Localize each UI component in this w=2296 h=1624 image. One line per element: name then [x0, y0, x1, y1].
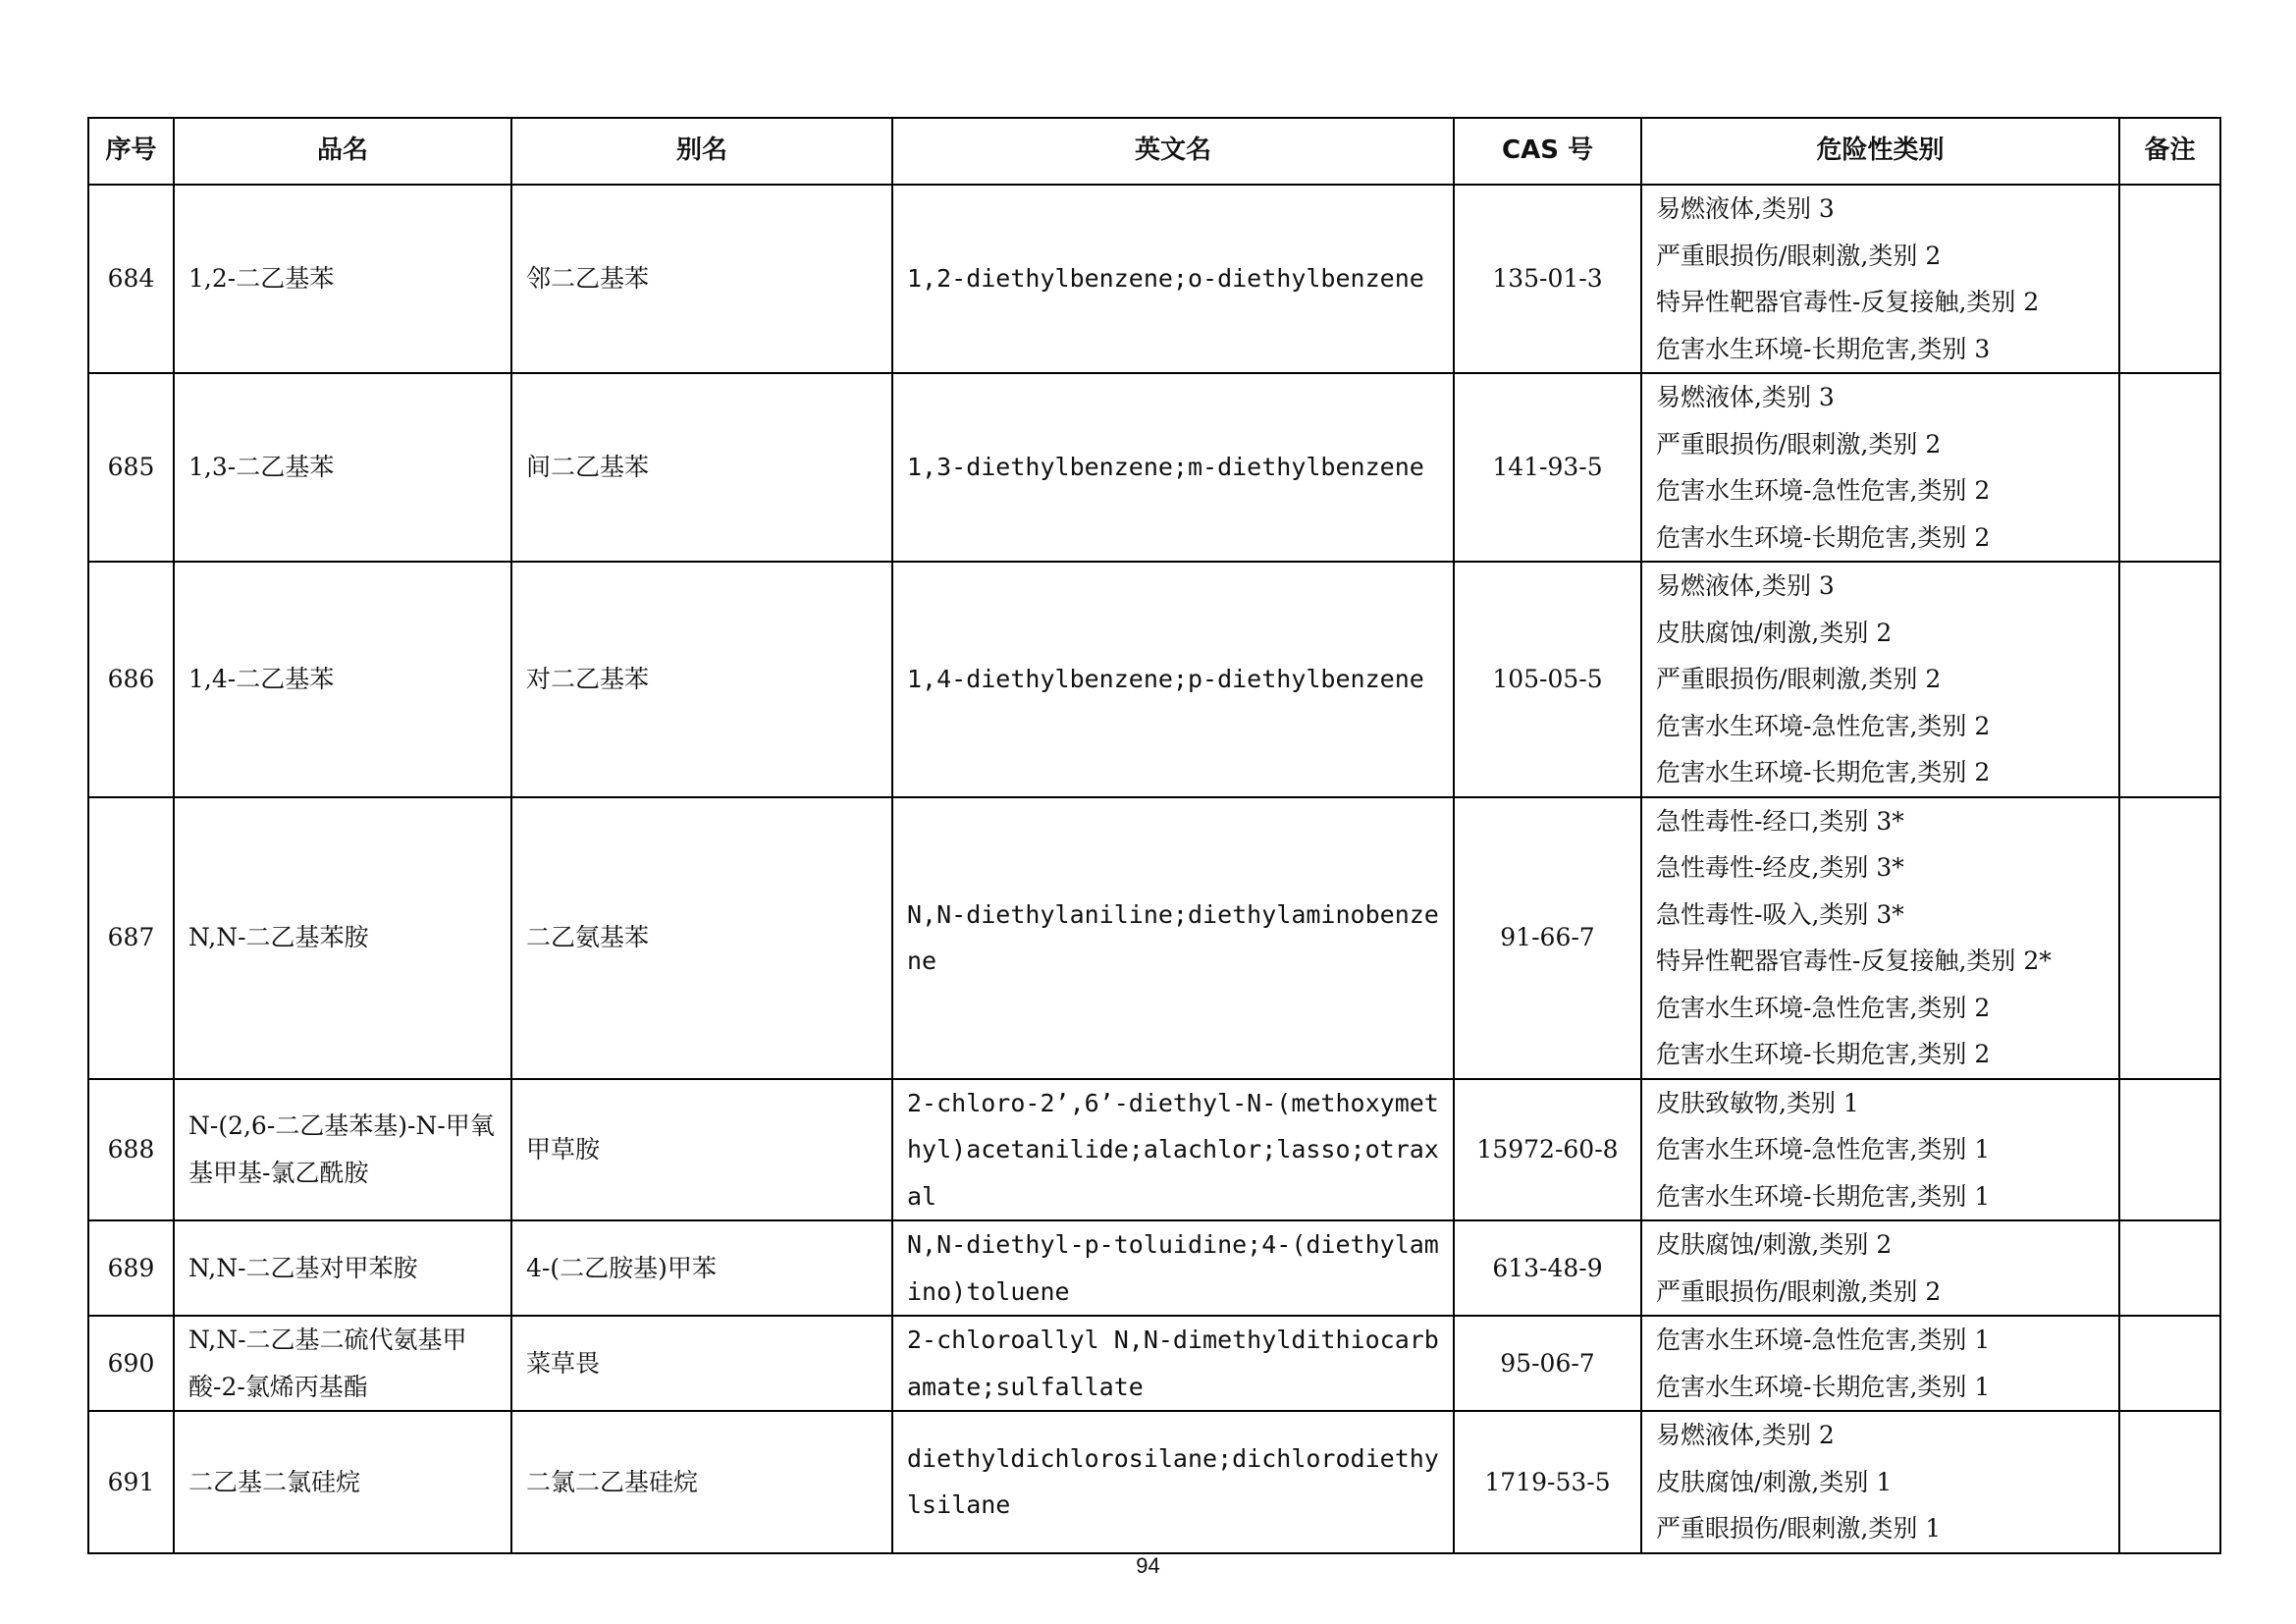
hazard-class-entry: 危害水生环境-急性危害,类别 2: [1656, 711, 1991, 740]
cell-product-name: N-(2,6-二乙基苯基)-N-甲氧基甲基-氯乙酰胺: [174, 1079, 511, 1221]
hazard-class-entry: 严重眼损伤/眼刺激,类别 2: [1656, 241, 1942, 270]
table-row: [88, 373, 2220, 562]
cell-product-name: N,N-二乙基对甲苯胺: [174, 1220, 511, 1316]
hazard-class-entry: 严重眼损伤/眼刺激,类别 2: [1656, 665, 1942, 693]
hazard-class-entry: 危害水生环境-急性危害,类别 1: [1656, 1135, 1991, 1164]
cell-alias: 邻二乙基苯: [511, 185, 892, 373]
cell-product-name: 二乙基二氯硅烷: [174, 1411, 511, 1553]
hazard-class-entry: 严重眼损伤/眼刺激,类别 2: [1656, 429, 1942, 459]
cell-product-name: N,N-二乙基苯胺: [174, 797, 511, 1079]
header-product-name: 品名: [174, 118, 511, 185]
cell-hazard-classes: [1641, 1411, 2119, 1553]
cell-hazard-classes: [1641, 373, 2119, 562]
cell-serial-no: 687: [88, 797, 174, 1079]
cell-remark: [2119, 373, 2220, 562]
cell-alias: 二氯二乙基硅烷: [511, 1411, 892, 1553]
cell-serial-no: 684: [88, 185, 174, 373]
page-content: [87, 117, 2219, 1554]
table-row: [88, 1079, 2220, 1221]
cell-english-name: 1,3-diethylbenzene;m-diethylbenzene: [892, 373, 1454, 562]
page-number: 94: [1136, 1553, 1160, 1578]
cell-cas-number: 95-06-7: [1454, 1316, 1641, 1411]
cell-serial-no: 690: [88, 1316, 174, 1411]
hazard-class-entry: 急性毒性-经皮,类别 3*: [1656, 853, 1904, 882]
hazard-class-entry: 易燃液体,类别 3: [1656, 383, 1835, 411]
cell-remark: [2119, 1220, 2220, 1316]
hazard-class-entry: 易燃液体,类别 3: [1656, 194, 1835, 223]
cell-english-name: 1,4-diethylbenzene;p-diethylbenzene: [892, 562, 1454, 797]
cell-cas-number: 1719-53-5: [1454, 1411, 1641, 1553]
cell-english-name: 1,2-diethylbenzene;o-diethylbenzene: [892, 185, 1454, 373]
hazard-class-entry: 严重眼损伤/眼刺激,类别 2: [1656, 1276, 1942, 1306]
cell-cas-number: 613-48-9: [1454, 1220, 1641, 1316]
hazard-class-entry: 危害水生环境-急性危害,类别 2: [1656, 993, 1991, 1022]
cell-hazard-classes: [1641, 1316, 2119, 1411]
hazardous-chemicals-table: [87, 117, 2221, 1554]
cell-cas-number: 91-66-7: [1454, 797, 1641, 1079]
hazard-class-entry: 皮肤致敏物,类别 1: [1656, 1088, 1859, 1117]
cell-hazard-classes: [1641, 1079, 2119, 1221]
cell-hazard-classes: [1641, 185, 2119, 373]
hazard-class-entry: 皮肤腐蚀/刺激,类别 2: [1656, 618, 1893, 647]
cell-remark: [2119, 1316, 2220, 1411]
hazard-class-entry: 危害水生环境-长期危害,类别 3: [1656, 334, 1991, 363]
table-row: [88, 562, 2220, 797]
table-body: [88, 185, 2220, 1553]
table-row: [88, 1220, 2220, 1316]
hazard-class-entry: 危害水生环境-长期危害,类别 2: [1656, 758, 1991, 786]
header-cas-number: CAS 号: [1454, 118, 1641, 185]
hazard-class-entry: 危害水生环境-长期危害,类别 2: [1656, 1040, 1991, 1068]
table-row: [88, 1316, 2220, 1411]
table-header-row: [88, 118, 2220, 185]
cell-english-name: 2-chloroallyl N,N-dimethyldithiocarbamate;sulfallate: [892, 1316, 1454, 1411]
hazard-class-entry: 急性毒性-经口,类别 3*: [1656, 806, 1904, 836]
cell-english-name: N,N-diethylaniline;diethylaminobenzene: [892, 797, 1454, 1079]
cell-english-name: 2-chloro-2’,6’-diethyl-N-(methoxymethyl)acetanilide;alachlor;lasso;otraxal: [892, 1079, 1454, 1221]
cell-remark: [2119, 185, 2220, 373]
cell-serial-no: 689: [88, 1220, 174, 1316]
cell-remark: [2119, 797, 2220, 1079]
hazard-class-entry: 严重眼损伤/眼刺激,类别 1: [1656, 1514, 1942, 1543]
header-hazard-class: 危险性类别: [1641, 118, 2119, 185]
cell-english-name: diethyldichlorosilane;dichlorodiethylsilane: [892, 1411, 1454, 1553]
cell-product-name: N,N-二乙基二硫代氨基甲酸-2-氯烯丙基酯: [174, 1316, 511, 1411]
cell-product-name: 1,2-二乙基苯: [174, 185, 511, 373]
cell-cas-number: 135-01-3: [1454, 185, 1641, 373]
hazard-class-entry: 危害水生环境-长期危害,类别 1: [1656, 1372, 1991, 1401]
hazard-class-entry: 急性毒性-吸入,类别 3*: [1656, 899, 1904, 929]
cell-hazard-classes: [1641, 1220, 2119, 1316]
header-remark: 备注: [2119, 118, 2220, 185]
hazard-class-entry: 易燃液体,类别 3: [1656, 571, 1835, 600]
cell-remark: [2119, 562, 2220, 797]
hazard-class-entry: 危害水生环境-长期危害,类别 2: [1656, 522, 1991, 552]
cell-alias: 甲草胺: [511, 1079, 892, 1221]
cell-cas-number: 15972-60-8: [1454, 1079, 1641, 1221]
cell-alias: 二乙氨基苯: [511, 797, 892, 1079]
cell-serial-no: 691: [88, 1411, 174, 1553]
table-row: [88, 797, 2220, 1079]
cell-alias: 4-(二乙胺基)甲苯: [511, 1220, 892, 1316]
hazard-class-entry: 危害水生环境-急性危害,类别 2: [1656, 476, 1991, 505]
hazard-class-entry: 特异性靶器官毒性-反复接触,类别 2*: [1656, 947, 2052, 975]
cell-alias: 菜草畏: [511, 1316, 892, 1411]
hazard-class-entry: 危害水生环境-急性危害,类别 1: [1656, 1326, 1991, 1354]
cell-product-name: 1,4-二乙基苯: [174, 562, 511, 797]
cell-product-name: 1,3-二乙基苯: [174, 373, 511, 562]
hazard-class-entry: 易燃液体,类别 2: [1656, 1421, 1835, 1449]
hazard-class-entry: 特异性靶器官毒性-反复接触,类别 2: [1656, 288, 2040, 316]
cell-cas-number: 105-05-5: [1454, 562, 1641, 797]
cell-remark: [2119, 1079, 2220, 1221]
cell-hazard-classes: [1641, 562, 2119, 797]
hazard-class-entry: 危害水生环境-长期危害,类别 1: [1656, 1181, 1991, 1211]
header-english-name: 英文名: [892, 118, 1454, 185]
cell-serial-no: 685: [88, 373, 174, 562]
cell-english-name: N,N-diethyl-p-toluidine;4-(diethylamino)toluene: [892, 1220, 1454, 1316]
table-row: [88, 1411, 2220, 1553]
hazard-class-entry: 皮肤腐蚀/刺激,类别 1: [1656, 1467, 1893, 1496]
cell-serial-no: 688: [88, 1079, 174, 1221]
cell-alias: 对二乙基苯: [511, 562, 892, 797]
cell-remark: [2119, 1411, 2220, 1553]
cell-hazard-classes: [1641, 797, 2119, 1079]
cell-cas-number: 141-93-5: [1454, 373, 1641, 562]
cell-alias: 间二乙基苯: [511, 373, 892, 562]
cell-serial-no: 686: [88, 562, 174, 797]
header-alias: 别名: [511, 118, 892, 185]
hazard-class-entry: 皮肤腐蚀/刺激,类别 2: [1656, 1230, 1893, 1259]
header-serial-no: 序号: [88, 118, 174, 185]
table-row: [88, 185, 2220, 373]
